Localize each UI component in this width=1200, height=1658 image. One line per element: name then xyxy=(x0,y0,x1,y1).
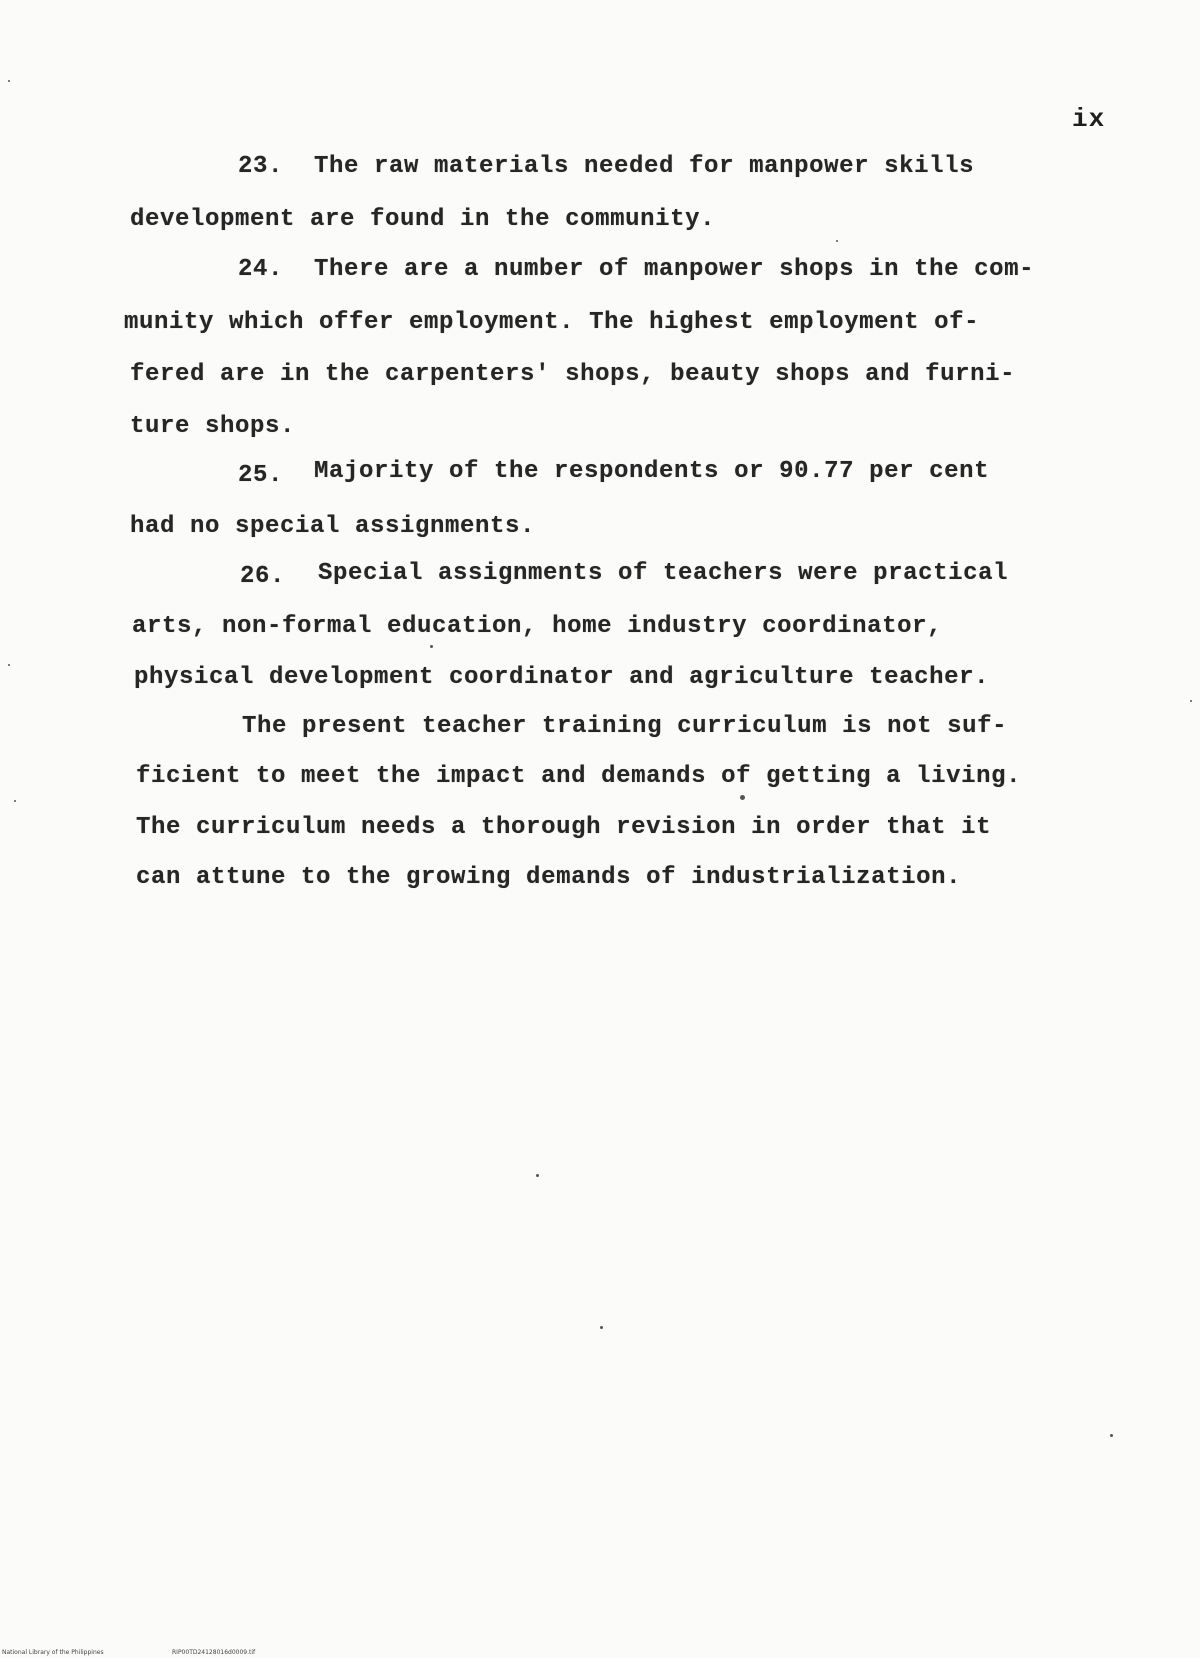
ink-speck xyxy=(536,1174,539,1177)
ink-speck xyxy=(430,645,433,648)
item-number: 23. xyxy=(238,153,284,180)
ink-speck xyxy=(600,1326,603,1329)
item-number: 24. xyxy=(238,256,284,283)
paragraph-line: development are found in the community. xyxy=(130,206,716,233)
ink-speck xyxy=(8,664,10,666)
conclusion-line: can attune to the growing demands of industrialization. xyxy=(136,864,962,891)
paragraph-line: had no special assignments. xyxy=(130,513,536,540)
paragraph-line: munity which offer employment. The highest employment of- xyxy=(124,309,980,336)
paragraph-line: The raw materials needed for manpower skills xyxy=(314,153,975,180)
ink-speck xyxy=(1190,700,1192,702)
conclusion-line: The curriculum needs a thorough revision in order that it xyxy=(136,814,992,841)
page-number: ix xyxy=(1072,104,1106,134)
ink-speck xyxy=(740,795,745,800)
paragraph-line: There are a number of manpower shops in the com- xyxy=(314,256,1035,283)
item-number: 26. xyxy=(240,563,286,590)
paragraph-line: arts, non-formal education, home industry coordinator, xyxy=(132,613,943,640)
conclusion-line: The present teacher training curriculum is not suf- xyxy=(242,713,1008,740)
footer-library-label: National Library of the Philippines xyxy=(2,1649,104,1656)
paragraph-line: physical development coordinator and agriculture teacher. xyxy=(134,664,990,691)
item-number: 25. xyxy=(238,462,284,489)
ink-speck xyxy=(836,240,838,242)
conclusion-line: ficient to meet the impact and demands of getting a living. xyxy=(136,763,1022,790)
ink-speck xyxy=(8,80,10,82)
ink-speck xyxy=(14,800,16,802)
footer-file-id: RIP00TD24128016d0009.tif xyxy=(172,1649,256,1656)
paragraph-line: ture shops. xyxy=(130,413,296,440)
paragraph-line: fered are in the carpenters' shops, beauty shops and furni- xyxy=(130,361,1016,388)
paragraph-line: Majority of the respondents or 90.77 per cent xyxy=(314,458,990,485)
paragraph-line: Special assignments of teachers were practical xyxy=(318,560,1009,587)
ink-speck xyxy=(1110,1434,1113,1437)
